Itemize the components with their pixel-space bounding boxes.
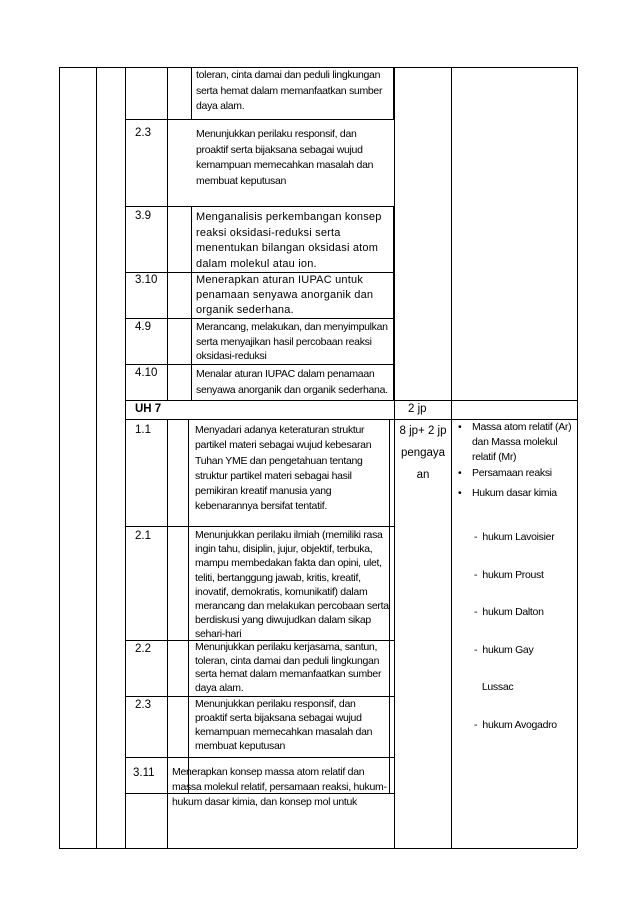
material-bullet: • Persamaan reaksi — [458, 467, 552, 479]
row-line-5 — [125, 364, 394, 365]
bullet-dot-icon: • — [458, 467, 462, 479]
code-divider-top — [167, 67, 168, 400]
material-bullet: • Massa atom relatif (Ar) dan Massa molekul relatif (Mr) — [458, 421, 572, 463]
uh-row-top — [125, 400, 577, 401]
kd-description: Menunjukkan perilaku ilmiah (memiliki rasa ingin tahu, disiplin, jujur, objektif, terbuka, mampu membedakan fakta dan opini, ulet, teliti, bertanggung jawab, kritis, kreatif, inovatif, demokratis, komunikatif) dalam merancang dan melakukan percobaan serta berdiskusi yang diwujudkan dalam sikap sehari-hari — [195, 529, 389, 641]
kd-description: Menunjukkan perilaku kerjasama, santun, toleran, cinta damai dan peduli lingkungan serta hemat dalam memanfaatkan sumber daya alam. — [195, 641, 382, 694]
kd-description: Menunjukkan perilaku responsif, dan proaktif serta bijaksana sebagai wujud kemampuan memecahkan masalah dan membuat keputusan — [195, 698, 373, 752]
kd-code: 4.9 — [135, 321, 151, 333]
material-sub-list: - hukum Lavoisier - hukum Proust - hukum Dalton - hukum Gay Lussac - hukum Avogadro — [474, 531, 557, 731]
kd-description: Menerapkan aturan IUPAC untuk penamaan senyawa anorganik dan organik sederhana. — [196, 274, 374, 316]
bullet-dot-icon: • — [458, 487, 462, 499]
kd-description: Menyadari adanya keteraturan struktur partikel materi sebagai wujud kebesaran Tuhan YME dan pengetahuan tentang struktur partikel materi sebagai hasil pemikiran kreatif manusia yang kebenarannya bersifat tentatif. — [195, 424, 372, 513]
kd-code: 2.2 — [135, 643, 151, 655]
kd-code: 1.1 — [135, 424, 151, 436]
code-divider-bottom — [167, 419, 168, 848]
kd-code: 2.3 — [135, 699, 151, 711]
uh-label: UH 7 — [135, 403, 162, 415]
time-col-right-border — [451, 67, 452, 848]
row-line-1 — [125, 119, 394, 120]
kd-description: Menalar aturan IUPAC dalam penamaan senyawa anorganik dan organik sederhana. — [196, 368, 388, 396]
kd-description: Menunjukkan perilaku responsif, dan proaktif serta bijaksana sebagai wujud kemampuan memecahkan masalah dan membuat keputusan — [196, 128, 374, 187]
kd-description: Merancang, melakukan, dan menyimpulkan serta menyajikan hasil percobaan reaksi oksidasi-reduksi — [196, 321, 388, 362]
kd-code: 2.1 — [135, 530, 151, 542]
material-bullet: • Hukum dasar kimia — [458, 487, 557, 499]
time-allocation: 8 jp+ 2 jp pengaya an — [399, 425, 447, 481]
kd-inner-left-b — [191, 206, 192, 400]
kd-inner-right-c — [389, 419, 390, 793]
kd-inner-left-c — [188, 419, 189, 793]
kd-inner-left-a — [191, 67, 192, 119]
kd-code: 4.10 — [135, 367, 158, 379]
uh-hours: 2 jp — [408, 403, 427, 415]
row-line-4 — [125, 318, 394, 319]
row-line-9 — [125, 757, 394, 758]
row-line-2 — [125, 206, 394, 207]
col-divider-2 — [125, 67, 126, 848]
kd-code: 2.3 — [135, 127, 151, 139]
kd-code: 3.10 — [135, 274, 158, 286]
kd-code: 3.11 — [133, 767, 155, 779]
col-divider-1 — [96, 67, 97, 848]
row-line-6 — [125, 526, 394, 527]
kd-continuation-text: toleran, cinta damai dan peduli lingkungan serta hemat dalam memanfaatkan sumber daya alam. — [196, 69, 383, 112]
table-left-border — [59, 67, 60, 848]
kd-description: Menganalisis perkembangan konsep reaksi oksidasi-reduksi serta menentukan bilangan oksidasi atom dalam molekul atau ion. — [196, 211, 382, 270]
table-right-border — [577, 67, 578, 848]
table-bottom-border — [59, 848, 577, 849]
kd-description: Menerapkan konsep massa atom relatif dan massa molekul relatif, persamaan reaksi, hukum- hukum dasar kimia, dan konsep mol untuk — [172, 766, 387, 808]
kd-code: 3.9 — [135, 210, 151, 222]
bullet-dot-icon: • — [458, 421, 462, 433]
